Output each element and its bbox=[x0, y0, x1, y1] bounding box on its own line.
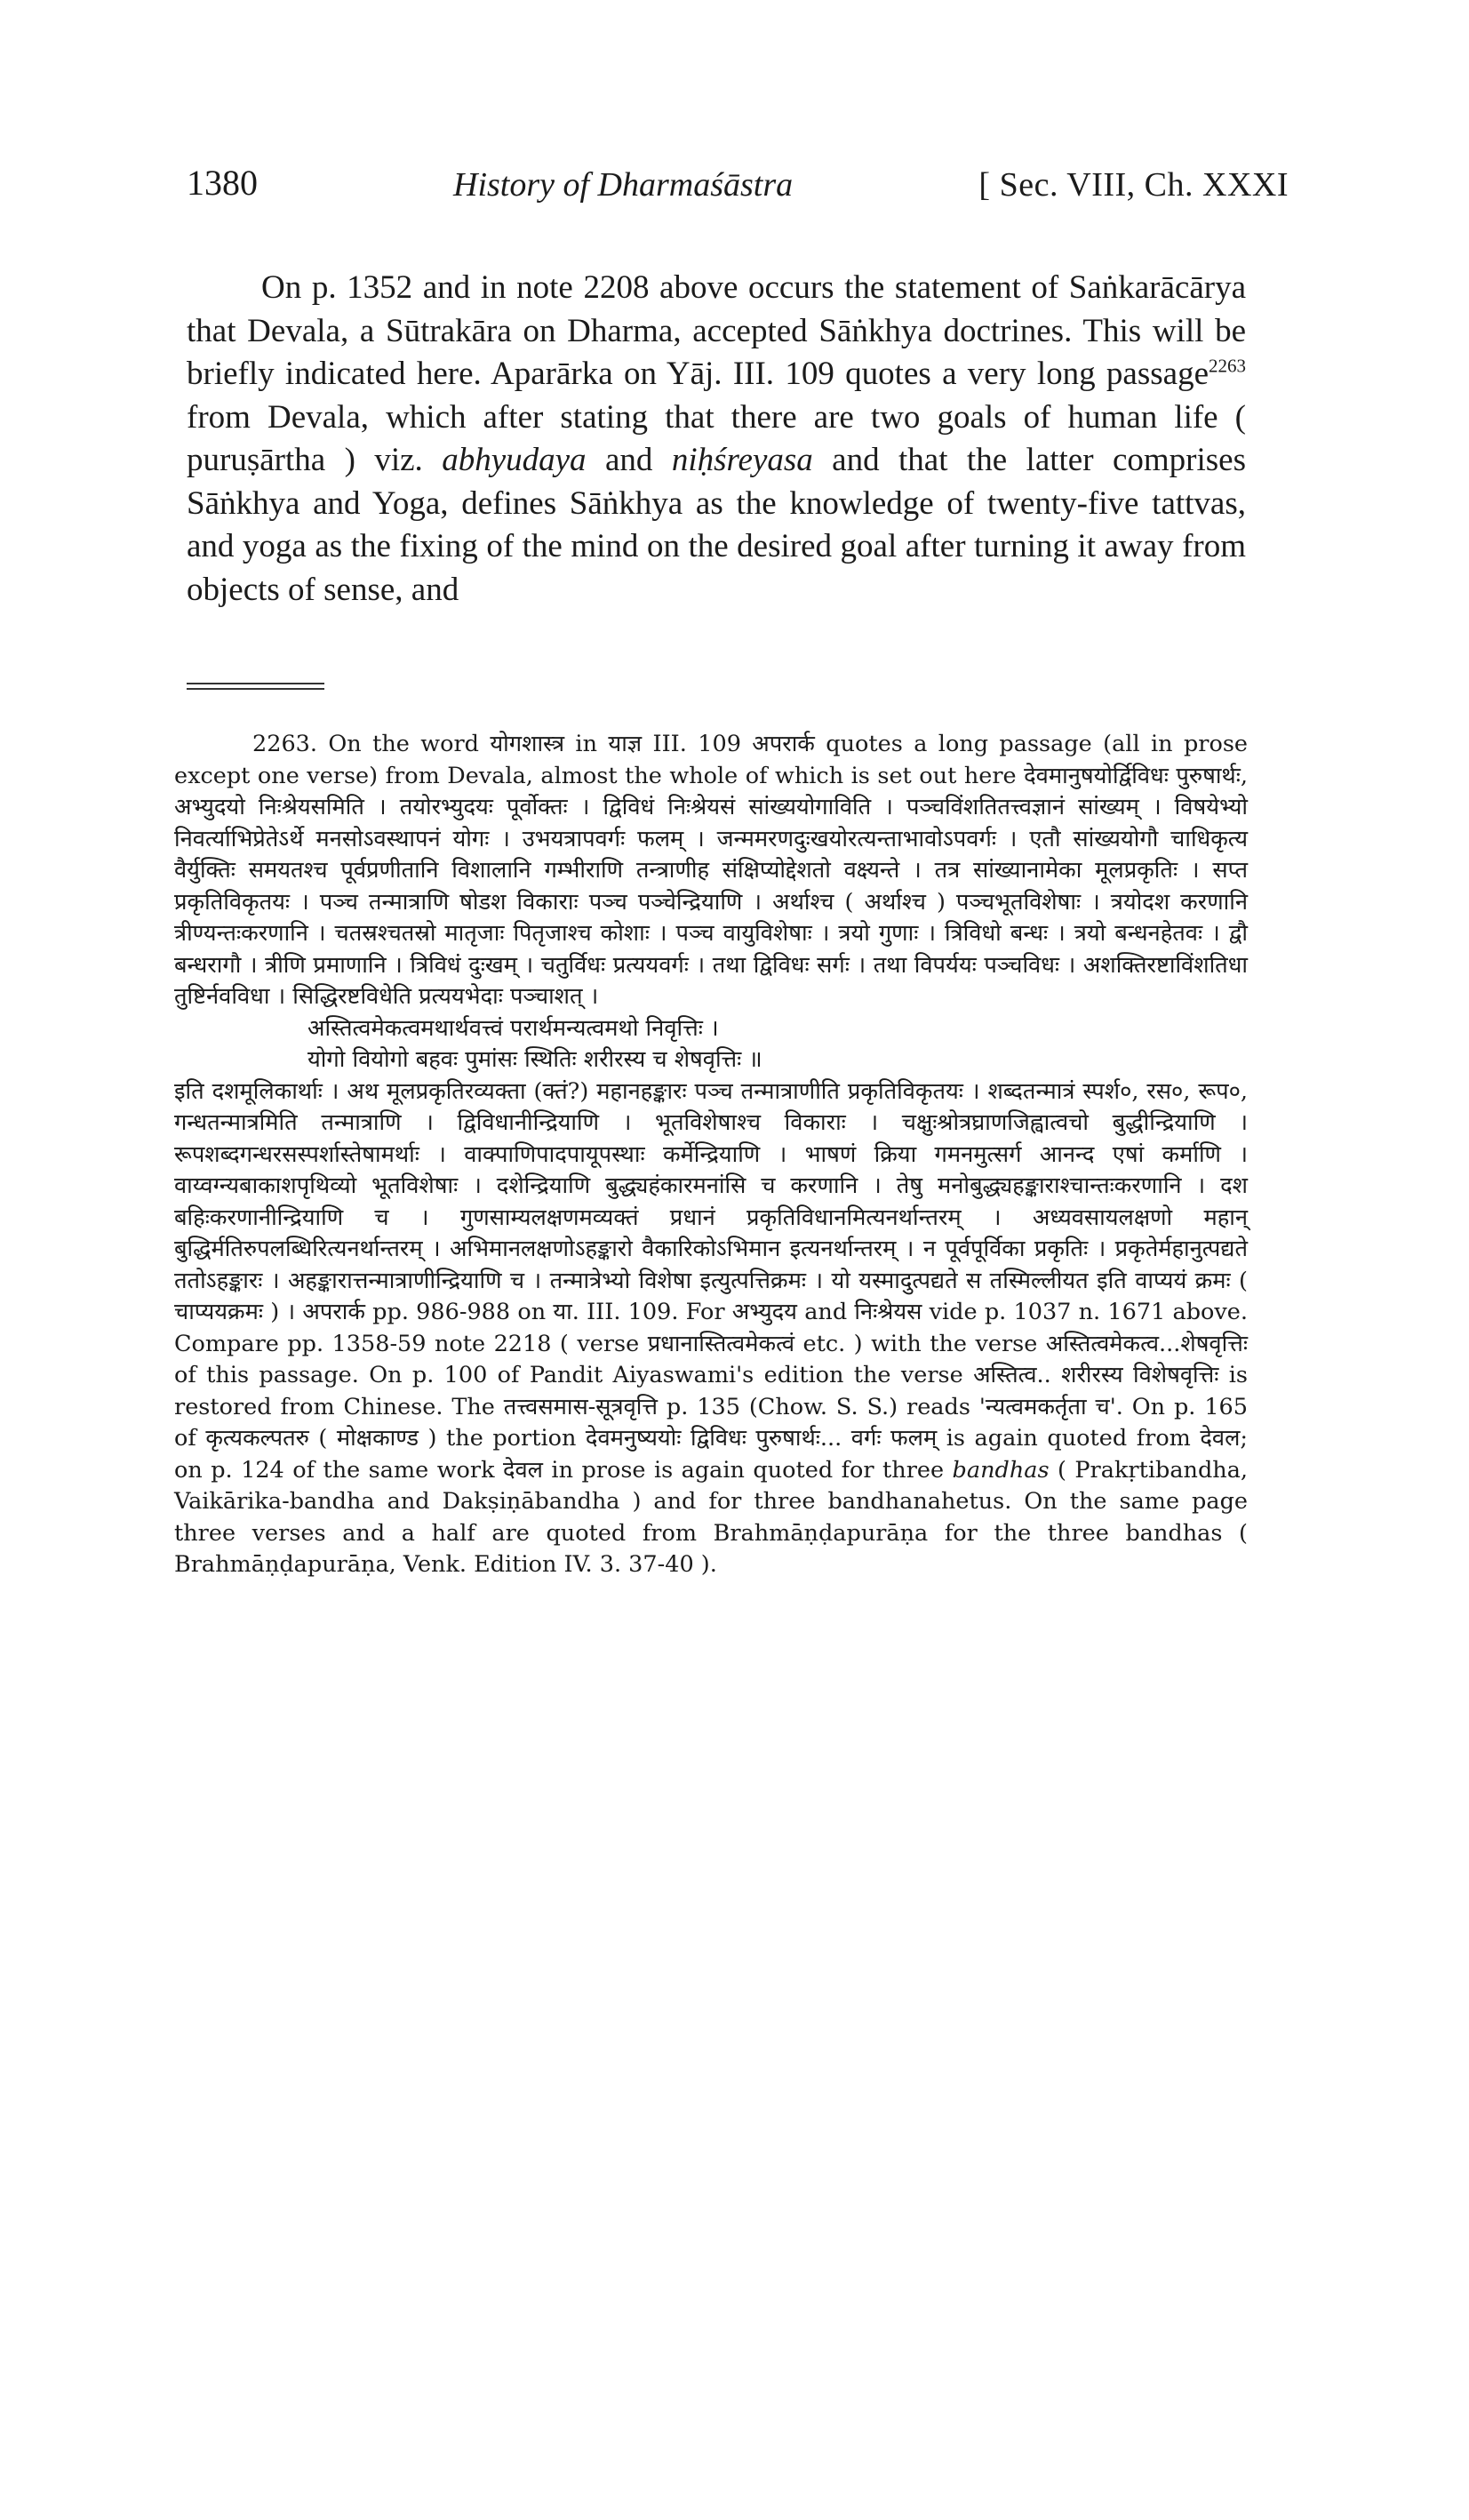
body-text-part: On p. 1352 and in note 2208 above occurs the statement of Saṅkarācārya that Devala, a Sūtrakāra on Dharma, accepted Sāṅkhya doctrines. This will be briefly indicated here. Aparārka on Yāj. III. 109 quotes a very long passage bbox=[187, 269, 1246, 392]
term-nihsreyasa: niḥśreyasa bbox=[671, 442, 813, 478]
body-text-part: and that the latter comprises Sāṅkhya and Yoga, defines Sāṅkhya as the knowledge of twenty-five tattvas, and yoga as the fixing of the mind on the desired goal after turning it away from objects of sense, and bbox=[187, 442, 1246, 608]
running-title: History of Dharmaśāstra bbox=[453, 166, 794, 204]
verse-line: अस्तित्वमेकत्वमथार्थवत्त्वं परार्थमन्यत्वमथो निवृत्तिः । bbox=[307, 1014, 719, 1042]
verse-line: योगो वियोगो बहवः पुमांसः स्थितिः शरीरस्य च शेषवृत्तिः ॥ bbox=[307, 1046, 762, 1073]
footnote-paragraph bbox=[174, 729, 1248, 1013]
body-text-part: and bbox=[586, 442, 672, 478]
footnote-paragraph bbox=[174, 1076, 1248, 1581]
page-number: 1380 bbox=[187, 163, 258, 203]
footnote-divider bbox=[187, 688, 324, 690]
footnote-divider bbox=[187, 683, 324, 684]
footnote-text: इति दशमूलिकार्थाः । अथ मूलप्रकृतिरव्यक्ता (क्तं?) महानहङ्कारः पञ्च तन्मात्राणीति प्रकृतिविकृतयः । शब्दतन्मात्रं स्पर्श०, रस०, रूप०, गन्धतन्मात्रमिति तन्मात्राणि । द्विविधानीन्द्रियाणि । भूतविशेषाश्च विकाराः । चक्षुःश्रोत्रघ्राणजिह्वात्वचो बुद्धीन्द्रियाणि । रूपशब्दगन्धरसस्पर्शास्तेषामर्थाः । वाक्पाणिपादपायूपस्थाः कर्मेन्द्रियाणि । भाषणं क्रिया गमनमुत्सर्ग आनन्द एषां कर्माणि । वाय्वग्न्यबाकाशपृथिव्यो भूतविशेषाः । दशेन्द्रियाणि बुद्ध्यहंकारमनांसि च करणानि । तेषु मनोबुद्ध्यहङ्काराश्चान्तःकरणानि । दश बहिःकरणानीन्द्रियाणि च । गुणसाम्यलक्षणमव्यक्तं प्रधानं प्रकृतिविधानमित्यनर्थान्तरम् । अध्यवसायलक्षणो महान् बुद्धिर्मतिरुपलब्धिरित्यनर्थान्तरम् । अभिमानलक्षणोऽहङ्कारो वैकारिकोऽभिमान इत्यनर्थान्तरम् । न पूर्वपूर्विका प्रकृतिः । प्रकृतेर्महानुत्पद्यते ततोऽहङ्कारः । अहङ्कारात्तन्मात्राणीन्द्रियाणि च । तन्मात्रेभ्यो विशेषा इत्युत्पत्तिक्रमः । यो यस्मादुत्पद्यते स तस्मिल्लीयत इति वाप्ययं क्रमः ( चाप्ययक्रमः ) । अपरार्क pp. 986-988 on या. III. 109. For अभ्युदय and निःश्रेयस vide p. 1037 n. 1671 above. Compare pp. 1358-59 note 2218 ( verse प्रधानास्तित्वमेकत्वं etc. ) with the verse अस्तित्वमेकत्व...शेषवृत्तिः of this passage. On p. 100 of Pandit Aiyaswami's edition the verse अस्तित्व.. शरीरस्य विशेषवृत्तिः is restored from Chinese. The तत्त्वसमास-सूत्रवृत्ति p. 135 (Chow. S. S.) reads 'न्यत्वमकर्तृता च'. On p. 165 of कृत्यकल्पतरु ( मोक्षकाण्ड ) the portion देवमनुष्ययोः द्विविधः पुरुषार्थः... वर्गः फलम् is again quoted from देवल; on p. 124 of the same work देवल in prose is again quoted for three bbox=[174, 1077, 1248, 1484]
footnote-text: ( Prakṛtibandha, Vaikārika-bandha and Dakṣiṇābandha ) and for three bandhanahetus. On the same page three verses and a half are quoted from Brahmāṇḍapurāṇa for the three bandhas ( Brahmāṇḍapurāṇa, Venk. Edition IV. 3. 37-40 ). bbox=[174, 1456, 1248, 1578]
section-reference: [ Sec. VIII, Ch. XXXI bbox=[978, 166, 1289, 204]
body-text-part: from Devala, which after stating that there are two goals of human life ( puruṣārtha ) viz. bbox=[187, 398, 1246, 478]
footnote bbox=[174, 729, 1248, 1581]
body-paragraph bbox=[187, 267, 1246, 612]
page-header bbox=[187, 162, 1289, 215]
main-body-text bbox=[187, 267, 1246, 612]
footnote-number: 2263. bbox=[252, 731, 318, 757]
footnote-text: On the word योगशास्त्र in याज्ञ III. 109 अपरार्क quotes a long passage (all in prose except one verse) from Devala, almost the whole of which is set out here देवमानुषयोर्द्विविधः पुरुषार्थः, अभ्युदयो निःश्रेयसमिति । तयोरभ्युदयः पूर्वोक्तः । द्विविधं निःश्रेयसं सांख्ययोगाविति । पञ्चविंशतितत्त्वज्ञानं सांख्यम् । विषयेभ्यो निवर्त्याभिप्रेतेऽर्थे मनसोऽवस्थापनं योगः । उभयत्रापवर्गः फलम् । जन्ममरणदुःखयोरत्यन्ताभावोऽपवर्गः । एतौ सांख्ययोगौ चाधिकृत्य वैर्युक्तिः समयतश्च पूर्वप्रणीतानि विशालानि गम्भीराणि तन्त्राणीह संक्षिप्योद्देशतो वक्ष्यन्ते । तत्र सांख्यानामेका मूलप्रकृतिः । सप्त प्रकृतिविकृतयः । पञ्च तन्मात्राणि षोडश विकाराः पञ्च पञ्चेन्द्रियाणि । अर्थाश्च ( अर्थाश्च ) पञ्चभूतविशेषाः । त्रयोदश करणानि त्रीण्यन्तःकरणानि । चतस्रश्चतस्रो मातृजाः पितृजाश्च कोशाः । पञ्च वायुविशेषाः । त्रयो गुणाः । त्रिविधो बन्धः । त्रयो बन्धनहेतवः । द्वौ बन्धरागौ । त्रीणि प्रमाणानि । त्रिविधं दुःखम् । चतुर्विधः प्रत्ययवर्गः । तथा द्विविधः सर्गः । तथा विपर्ययः पञ्चविधः । अशक्तिरष्टाविंशतिधा तुष्टिर्नवविधा । सिद्धिरष्टविधेति प्रत्ययभेदाः पञ्चाशत् । bbox=[174, 731, 1248, 1010]
term-abhyudaya: abhyudaya bbox=[442, 442, 587, 478]
footnote-reference: 2263 bbox=[1209, 355, 1246, 377]
term-bandhas: bandhas bbox=[952, 1456, 1050, 1484]
sanskrit-verse bbox=[174, 1013, 1248, 1076]
